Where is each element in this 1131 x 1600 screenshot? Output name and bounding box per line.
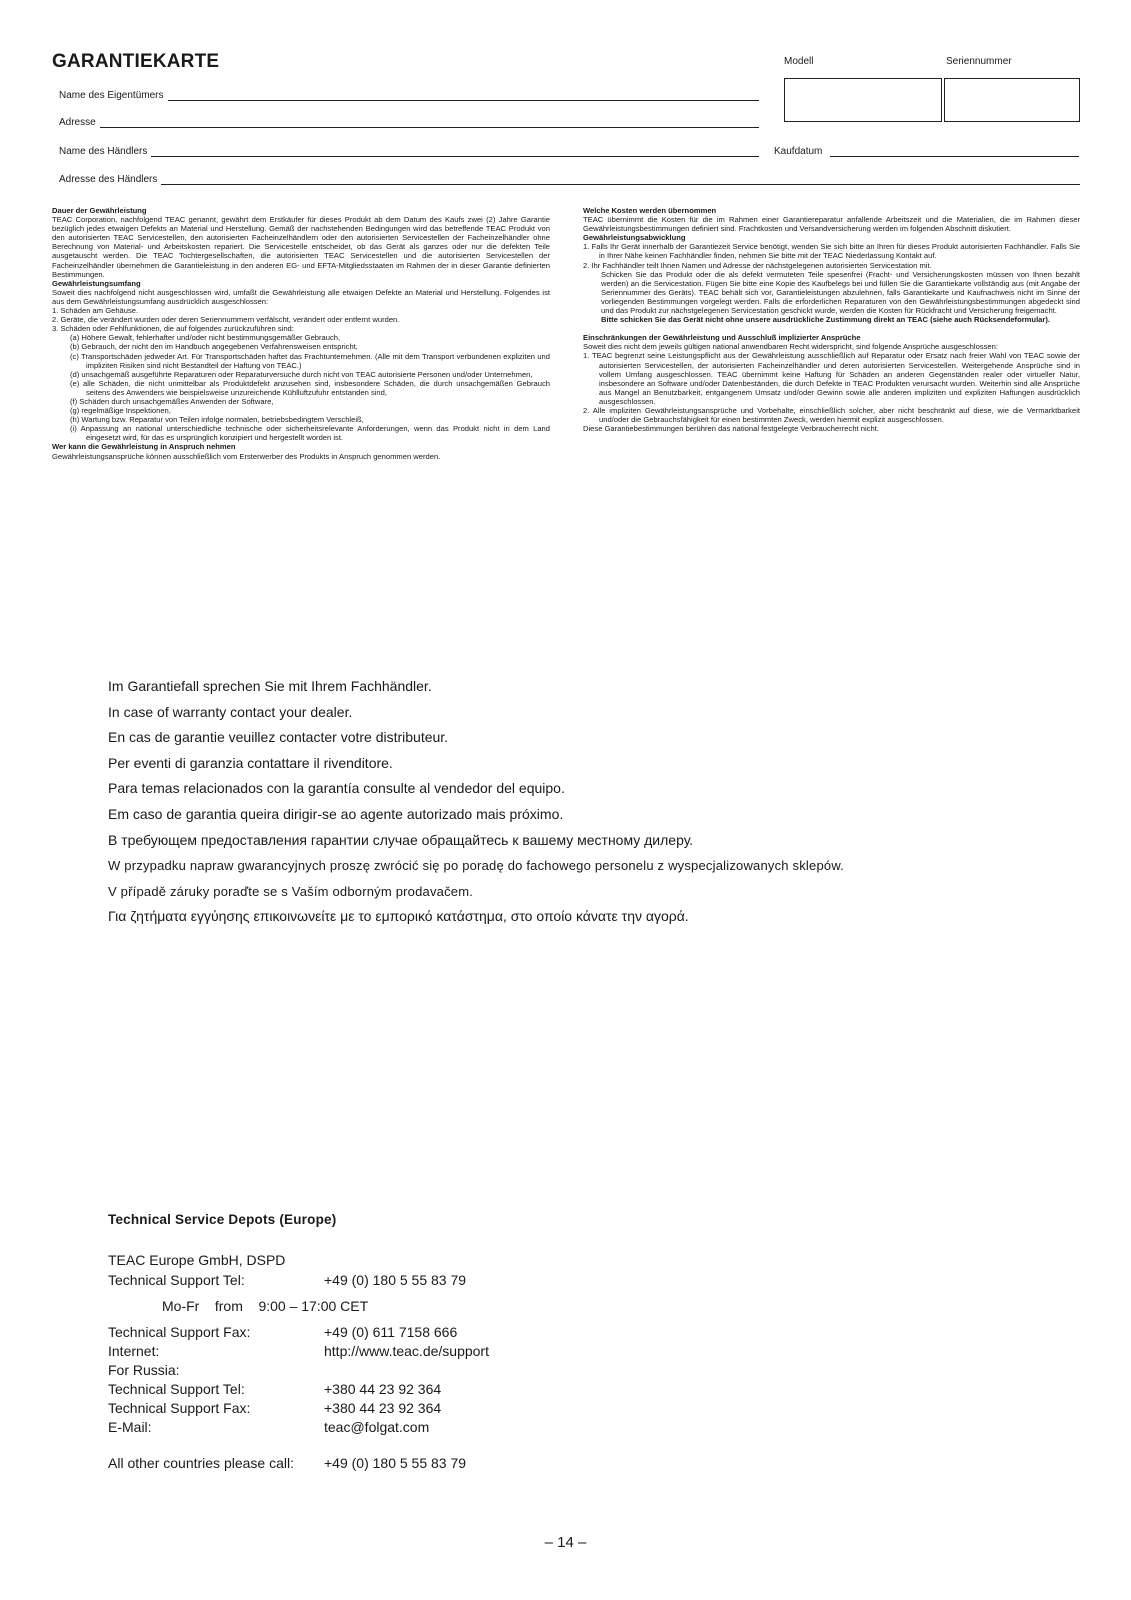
other-countries-row — [108, 1455, 466, 1471]
section-heading: Gewährleistungsabwicklung — [583, 233, 686, 243]
support-fax-value: +49 (0) 611 7158 666 — [324, 1324, 458, 1340]
section-heading: Dauer der Gewährleistung — [52, 206, 147, 215]
owner-name-label: Name des Eigentümers — [59, 90, 164, 101]
support-fax-label: Technical Support Fax: — [108, 1324, 251, 1340]
paragraph: Gewährleistungsansprüche können ausschließlich vom Ersterwerber des Produkts in Anspruch genommen werden. — [52, 451, 441, 461]
list-item: 1. TEAC begrenzt seine Leistungspflicht aus der Gewährleistung ausschließlich auf Reparatur oder Ersatz nach freier Wahl von TEAC sowie der autorisierten Servicestellen, der autorisierten Facheinzelhändler und deren autorisierten Servicestellen. Weitergehende Ansprüche sind in vollem Umfang ausgeschlossen. TEAC übernimmt keine Haftung für Schäden an anderen Gegenständen realer oder virtueller Natur, insbesondere an Software und/oder Datenbeständen, die durch Defekte in TEAC Produkten verursacht wurden. Weiterhin sind alle Ansprüche aus Mangel an Benutzbarkeit, entgangenem Umsatz und/oder Gewinn sowie alle anderen impliziten und expliziten Haftungen ausdrücklich ausgeschlossen. — [583, 351, 1080, 406]
bold-notice: Bitte schicken Sie das Gerät nicht ohne unsere ausdrückliche Zustimmung direkt an TEAC (siehe auch Rücksendeformular). — [601, 315, 1050, 325]
sub-list-item: (a) Höhere Gewalt, fehlerhafter und/oder nicht bestimmungsgemäßer Gebrauch, — [70, 333, 341, 343]
address-field[interactable] — [59, 117, 759, 128]
owner-name-line[interactable] — [168, 91, 760, 101]
language-line: Per eventi di garanzia contattare il rivenditore. — [108, 754, 393, 771]
owner-name-field[interactable] — [59, 90, 759, 101]
paragraph: Diese Garantiebestimmungen berühren das national festgelegte Verbraucherrecht nicht. — [583, 424, 879, 434]
language-line: В требующем предоставления гарантии случае обращайтесь к вашему местному дилеру. — [108, 831, 694, 848]
page-number: – 14 – — [544, 1534, 587, 1551]
section-heading: Einschränkungen der Gewährleistung und Ausschluß implizierter Ansprüche — [583, 333, 861, 343]
paragraph: Soweit dies nicht dem jeweils gültigen national anwendbaren Recht widerspricht, sind folgende Ansprüche ausgeschlossen: — [583, 342, 998, 352]
sub-list-item: (h) Wartung bzw. Reparatur von Teilen infolge normalen, betriebsbedingtem Verschleiß, — [70, 415, 364, 425]
russia-fax-row — [108, 1400, 441, 1416]
language-line: Em caso de garantia queira dirigir-se ao agente autorizado mais próximo. — [108, 805, 564, 822]
russia-tel-label: Technical Support Tel: — [108, 1381, 245, 1397]
sub-list-item: (b) Gebrauch, der nicht den im Handbuch angegebenen Verfahrensweisen entspricht, — [70, 342, 358, 352]
language-line: V případě záruky poraďte se s Vaším odborným prodavačem. — [108, 883, 474, 899]
internet-label: Internet: — [108, 1343, 160, 1359]
russia-fax-value: +380 44 23 92 364 — [324, 1400, 442, 1416]
model-label: Modell — [784, 56, 814, 67]
warranty-terms-right — [583, 206, 1080, 433]
purchase-date-field[interactable] — [774, 146, 1079, 157]
service-title: Technical Service Depots (Europe) — [108, 1212, 337, 1227]
russia-label: For Russia: — [108, 1362, 180, 1378]
language-line: In case of warranty contact your dealer. — [108, 703, 353, 720]
internet-link[interactable]: http://www.teac.de/support — [324, 1343, 489, 1359]
paragraph: TEAC Corporation, nachfolgend TEAC genannt, gewährt dem Erstkäufer für dieses Produkt ab dem Datum des Kaufs zwei (2) Jahre Garantie bezüglich jedes etwaigen Defekts an Material und Herstellung. Gemäß der nachstehenden Bedingungen wird das betreffende TEAC Produkt von den autorisierten TEAC Servicestellen, den autorisierten Facheinzelhändlern oder den autorisierten Servicestellen der Facheinzelhändler ohne Berechnung von Material- und Arbeitskosten repariert. Die Servicestelle entscheidet, ob das Gerät als ganzes oder nur die defekten Teile ausgetauscht werden. Die TEAC Tochtergesellschaften, die autorisierten TEAC Servicestellen und die autorisierten Servicestellen der Facheinzelhändler übernehmen die Garantieleistung in den anderen EG- und EFTA-Mitgliedsstaaten im Rahmen der in dieser Garantie definierten Bestimmungen. — [52, 215, 550, 279]
purchase-date-line[interactable] — [830, 147, 1079, 157]
list-item: 2. Alle impliziten Gewährleistungsansprüche und Vorbehalte, einschließlich solcher, aber nicht beschränkt auf diese, wie die Vermarktbarkeit und/oder die Gebrauchsfähigkeit für einen bestimmten Zweck, werden hiermit explizit ausgeschlossen. — [583, 405, 1080, 425]
list-item: 2. Ihr Fachhändler teilt Ihnen Namen und Adresse der nächstgelegenen autorisierten Servicestation mit. — [583, 260, 932, 270]
dealer-address-line[interactable] — [161, 175, 1080, 185]
sub-list-item: (d) unsachgemäß ausgeführte Reparaturen oder Reparaturversuche durch nicht von TEAC autorisierte Personen und/oder Unternehmen, — [70, 369, 533, 379]
serial-box[interactable] — [944, 78, 1080, 122]
language-line: Para temas relacionados con la garantía consulte al vendedor del equipo. — [108, 780, 565, 797]
support-tel-label: Technical Support Tel: — [108, 1272, 245, 1288]
list-item: 1. Schäden am Gehäuse. — [52, 306, 139, 316]
company-name: TEAC Europe GmbH, DSPD — [108, 1252, 286, 1268]
language-line: W przypadku napraw gwarancyjnych proszę zwrócić się po poradę do fachowego personelu z wyspecjalizowanych sklepów. — [108, 858, 844, 874]
russia-fax-label: Technical Support Fax: — [108, 1400, 251, 1416]
sub-list-item: (c) Transportschäden jedweder Art. Für Transportschäden haftet das Frachtunternehmen. (Alle mit dem Transport verbundenen expliziten und impliziten Risiken sind nicht Bestandteil der Haftung von TEAC.) — [70, 351, 550, 370]
support-tel-row — [108, 1272, 466, 1288]
paragraph: Schicken Sie das Produkt oder die als defekt vermuteten Teile spesenfrei (Fracht- und Versicherungskosten müssen von Ihnen bezahlt werden) an die Servicestation. Fügen Sie bitte eine Kopie des Kaufbelegs bei und füllen Sie die Garantiekarte vollständig aus (mit Angabe der Seriennummer des Geräts). TEAC behält sich vor, Garantieleistungen abzulehnen, falls Garantiekarte und Kaufnachweis nicht im Sinne der vorliegenden Bestimmungen vorgelegt werden. Falls die erforderlichen Reparaturen von den Gewährleistungsbestimmungen abgedeckt sind und das Produkt zur nächstgelegenen Servicestation geschickt wurde, werden die Kosten für Rückfracht und Versicherung freigemacht. — [601, 269, 1080, 316]
list-item: 1. Falls Ihr Gerät innerhalb der Garantiezeit Service benötigt, wenden Sie sich bitte an Ihren für dieses Produkt autorisierten Fachhändler. Falls Sie in Ihrer Nähe keinen Fachhändler finden, nehmen Sie bitte mit der TEAC Niederlassung Kontakt auf. — [583, 242, 1080, 261]
support-tel-value: +49 (0) 180 5 55 83 79 — [324, 1272, 467, 1288]
russia-tel-value: +380 44 23 92 364 — [324, 1381, 442, 1397]
dealer-name-line[interactable] — [151, 147, 759, 157]
language-line: Im Garantiefall sprechen Sie mit Ihrem Fachhändler. — [108, 678, 432, 694]
serial-label: Seriennummer — [946, 56, 1012, 67]
dealer-address-label: Adresse des Händlers — [59, 174, 158, 185]
email-label: E-Mail: — [108, 1419, 152, 1435]
language-line: En cas de garantie veuillez contacter votre distributeur. — [108, 729, 449, 746]
page-title: GARANTIEKARTE — [52, 51, 220, 72]
paragraph: TEAC übernimmt die Kosten für die im Rahmen einer Garantiereparatur anfallende Arbeitszeit und die Materialien, die im Rahmen dieser Gewährleistungsbestimmungen definiert sind. Frachtkosten und Versandversicherung werden im folgenden Abschnitt diskutiert. — [583, 215, 1080, 234]
address-label: Adresse — [59, 117, 96, 128]
model-box[interactable] — [784, 78, 942, 122]
sub-list-item: (e) alle Schäden, die nicht unmittelbar als Produktdefekt anzusehen sind, insbesondere Schäden, die durch unsachgemäßen Gebrauch seitens des Anwenders wie beispielsweise unzureichende Kühlluftzufuhr entstanden sind, — [70, 378, 550, 397]
warranty-languages — [108, 674, 844, 930]
list-item: 3. Schäden oder Fehlfunktionen, die auf folgendes zurückzuführen sind: — [52, 324, 294, 334]
support-hours: Mo-Fr from 9:00 – 17:00 CET — [162, 1298, 369, 1314]
section-heading: Welche Kosten werden übernommen — [583, 206, 717, 215]
dealer-name-label: Name des Händlers — [59, 146, 148, 157]
warranty-terms-left — [52, 206, 550, 461]
internet-row — [108, 1343, 489, 1359]
other-countries-value: +49 (0) 180 5 55 83 79 — [324, 1455, 467, 1471]
email-row — [108, 1419, 429, 1435]
section-heading: Gewährleistungsumfang — [52, 278, 141, 288]
language-line: Για ζητήματα εγγύησης επικοινωνείτε με το εμπορικό κατάστημα, στο οποίο κάνατε την αγορά. — [108, 908, 689, 925]
address-line[interactable] — [100, 118, 759, 128]
dealer-name-field[interactable] — [59, 146, 759, 157]
list-item: 2. Geräte, die verändert wurden oder deren Seriennummern verfälscht, verändert oder entfernt wurden. — [52, 315, 400, 325]
russia-tel-row — [108, 1381, 441, 1397]
sub-list-item: (g) regelmäßige Inspektionen, — [70, 406, 171, 416]
dealer-address-field[interactable] — [59, 174, 1080, 185]
email-link[interactable]: teac@folgat.com — [324, 1419, 430, 1435]
paragraph: Soweit dies nachfolgend nicht ausgeschlossen wird, umfaßt die Gewährleistung alle etwaigen Defekte an Material und Herstellung. Folgendes ist aus dem Gewährleistungsumfang ausdrücklich ausgeschlossen: — [52, 287, 550, 306]
support-fax-row — [108, 1324, 457, 1340]
sub-list-item: (f) Schäden durch unsachgemäßes Anwenden der Software, — [70, 396, 274, 406]
other-countries-label: All other countries please call: — [108, 1455, 294, 1471]
sub-list-item: (i) Anpassung an national unterschiedliche technische oder sicherheitsrelevante Anforderungen, wenn das Produkt nicht in dem Land eingesetzt wird, für das es ursprünglich konzipiert und hergestellt worden ist. — [70, 424, 550, 443]
section-heading: Wer kann die Gewährleistung in Anspruch nehmen — [52, 442, 236, 452]
purchase-date-label: Kaufdatum — [774, 146, 823, 157]
